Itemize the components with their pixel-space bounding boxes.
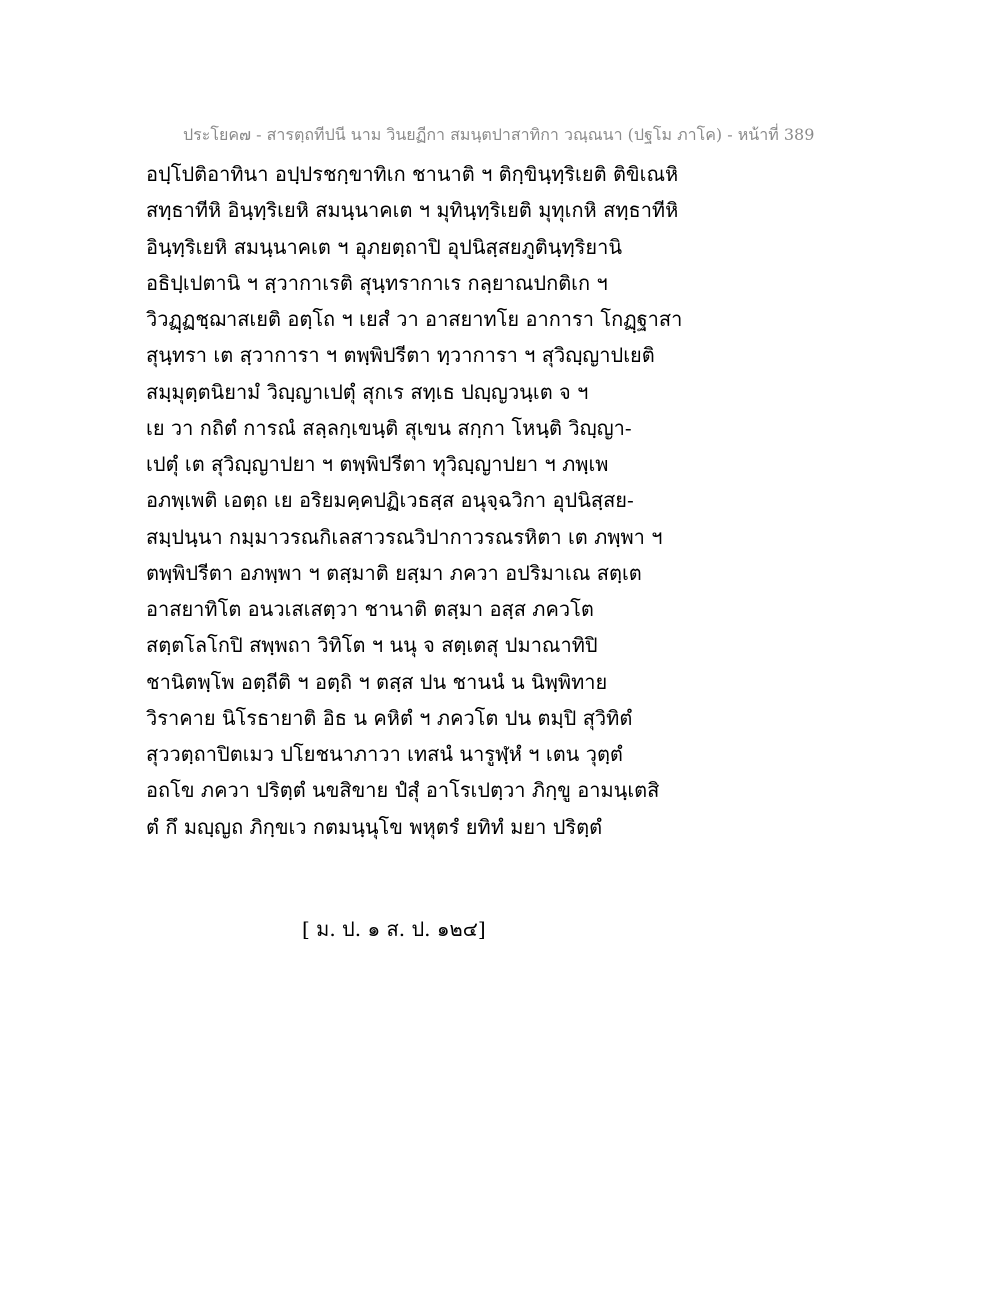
text-line: อภพฺเพติ เอตฺถ เย อริยมคฺคปฏิเวธสฺส อนุจฺฉวิกา อุปนิสฺสย- bbox=[146, 488, 634, 513]
citation-reference: [ ม. ป. ๑ ส. ป. ๑๒๔] bbox=[302, 917, 486, 941]
text-line: สมฺมุตฺตนิยามํ วิญฺญาเปตุํ สุกเร สทฺเธ ปญฺญวนฺเต จ ฯ bbox=[146, 379, 589, 404]
text-line: สุววตฺถาปิตเมว ปโยชนาภาวา เทสนํ นารูฬฺหํ ฯ เตน วุตฺตํ bbox=[146, 742, 623, 766]
page-header: ประโยค๗ - สารตฺถทีปนี นาม วินยฏีกา สมนฺตปาสาทิกา วณฺณนา (ปฐโม ภาโค) - หน้าที่ 389 bbox=[183, 125, 815, 144]
text-line: อาสยาทิโต อนวเสเสตฺวา ชานาติ ตสฺมา อสฺส ภควโต bbox=[146, 597, 594, 621]
text-line: ชานิตพฺโพ อตฺถีติ ฯ อตฺถิ ฯ ตสฺส ปน ชานนํ น นิพฺพิทาย bbox=[146, 669, 608, 694]
text-line: วิวฏฺฏชฺฌาสเยติ อตฺโถ ฯ เยสํ วา อาสยาทโย อาการา โกฏฺฐาสา bbox=[146, 307, 683, 331]
text-line: อถโข ภควา ปริตฺตํ นขสิขาย ปํสุํ อาโรเปตฺวา ภิกฺขู อามนฺเตสิ bbox=[146, 778, 660, 803]
text-line: สทฺธาทีหิ อินฺทฺริเยหิ สมนฺนาคเต ฯ มุทินฺทฺริเยติ มุทุเกหิ สทฺธาทีหิ bbox=[146, 198, 679, 223]
text-line: ตพฺพิปรีตา อภพฺพา ฯ ตสฺมาติ ยสฺมา ภควา อปริมาเณ สตฺเต bbox=[146, 560, 642, 585]
text-line: อินฺทฺริเยหิ สมนฺนาคเต ฯ อุภยตฺถาปิ อุปนิสฺสยภูตินฺทฺริยานิ bbox=[146, 234, 623, 259]
text-line: สมฺปนฺนา กมฺมาวรณกิเลสาวรณวิปากาวรณรหิตา เต ภพฺพา ฯ bbox=[146, 524, 663, 549]
text-line: สตฺตโลโกปิ สพฺพถา วิทิโต ฯ นนุ จ สตฺเตสุ ปมาณาทิปิ bbox=[146, 633, 598, 658]
text-line: วิราคาย นิโรธายาติ อิธ น คหิตํ ฯ ภควโต ปน ตมฺปิ สุวิทิตํ bbox=[146, 705, 633, 730]
text-line: เย วา กถิตํ การณํ สลฺลกฺเขนฺติ สุเขน สกฺกา โหนฺติ วิญฺญา- bbox=[146, 415, 632, 440]
text-line: ตํ กึ มญฺญถ ภิกฺขเว กตมนฺนุโข พหุตรํ ยทิทํ มยา ปริตฺตํ bbox=[146, 814, 603, 839]
text-line: อปฺโปติอาทินา อปฺปรชกฺขาทิเก ชานาติ ฯ ติกฺขินฺทฺริเยติ ติขิเณหิ bbox=[146, 162, 679, 186]
text-line: อธิปฺเปตานิ ฯ สฺวากาเรติ สุนฺทรากาเร กลฺยาณปกติเก ฯ bbox=[146, 270, 608, 295]
text-line: เปตุํ เต สุวิญฺญาปยา ฯ ตพฺพิปรีตา ทุวิญฺญาปยา ฯ ภพฺเพ bbox=[146, 452, 609, 476]
body-text bbox=[146, 156, 866, 845]
text-line: สุนฺทรา เต สฺวาการา ฯ ตพฺพิปรีตา ทฺวาการา ฯ สุวิญฺญาปเยติ bbox=[146, 343, 655, 368]
